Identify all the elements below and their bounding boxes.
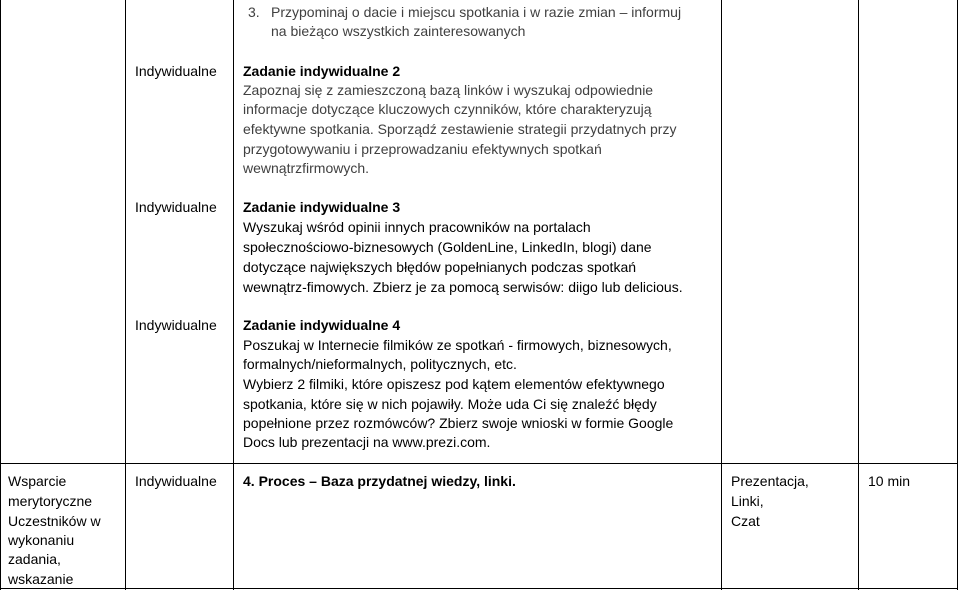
stage-line: wykonaniu xyxy=(8,532,75,548)
grid-line-left xyxy=(0,0,1,590)
grid-line-col2 xyxy=(233,0,234,590)
row-divider xyxy=(0,463,958,464)
task4-mode: Indywidualne xyxy=(135,317,217,333)
task3-mode: Indywidualne xyxy=(135,199,217,215)
task2-line: efektywne spotkania. Sporządź zestawienie strategii przydatnych przy xyxy=(243,121,677,137)
task4-line: popełnione przez rozmówców? Zbierz swoje wnioski w formie Google xyxy=(243,415,674,431)
task4-title: Zadanie indywidualne 4 xyxy=(243,317,401,333)
task4-line: Poszukaj w Internecie filmików ze spotkań - firmowych, biznesowych, xyxy=(243,337,672,353)
stage-line: zadania, xyxy=(8,551,61,567)
task3-line: społecznościowo-biznesowych (GoldenLine, LinkedIn, blogi) dane xyxy=(243,239,652,255)
grid-line-col1 xyxy=(125,0,126,590)
top-item-line1: Przypominaj o dacie i miejscu spotkania i w razie zmian – informuj xyxy=(271,4,682,20)
task3-line: wewnątrz-fimowych. Zbierz je za pomocą serwisów: diigo lub delicious. xyxy=(243,279,683,295)
task4-line: Wybierz 2 filmiki, które opiszesz pod kątem elementów efektywnego xyxy=(243,376,665,392)
task3-line: Wyszukaj wśród opinii innych pracowników na portalach xyxy=(243,219,591,235)
tools-line: Czat xyxy=(731,513,760,529)
tools-line: Prezentacja, xyxy=(731,473,809,489)
stage-line: Wsparcie xyxy=(8,473,67,489)
grid-line-col3 xyxy=(721,0,722,590)
process-dash: – xyxy=(309,473,317,489)
time-value: 10 min xyxy=(868,473,911,489)
bottom-mode: Indywidualne xyxy=(135,473,217,489)
process-rest: Baza przydatnej wiedzy, linki. xyxy=(320,473,516,489)
top-item-number: 3. xyxy=(248,4,260,20)
process-number: 4. xyxy=(243,473,255,489)
grid-line-col4 xyxy=(858,0,859,590)
task4-line: formalnych/nieformalnych, politycznych, etc. xyxy=(243,356,517,372)
task2-line: Zapoznaj się z zamieszczoną bazą linków i wyszukaj odpowiednie xyxy=(243,82,654,98)
stage-line: Uczestników w xyxy=(8,513,101,529)
task2-line: przygotowywaniu i przeprowadzaniu efektywnych spotkań xyxy=(243,141,602,157)
process-label: Proces xyxy=(258,473,306,489)
process-heading xyxy=(243,471,516,491)
task4-line: spotkania, które się w nich pojawiły. Może uda Ci się znaleźć błędy xyxy=(243,396,657,412)
task2-line: wewnątrzfirmowych. xyxy=(243,160,370,176)
tools-line: Linki, xyxy=(731,493,764,509)
task3-line: dotyczące największych błędów popełnianych podczas spotkań xyxy=(243,259,637,275)
task4-line: Docs lub prezentacji na www.prezi.com. xyxy=(243,434,491,450)
top-item-line2: na bieżąco wszystkich zainteresowanych xyxy=(271,23,526,39)
task3-title: Zadanie indywidualne 3 xyxy=(243,199,401,215)
task2-line: informacje dotyczące kluczowych czynników, które charakteryzują xyxy=(243,101,652,117)
table-bottom-border xyxy=(0,588,958,589)
stage-line: wskazanie xyxy=(8,571,74,587)
task2-mode: Indywidualne xyxy=(135,63,217,79)
stage-line: merytoryczne xyxy=(8,493,93,509)
grid-line-right xyxy=(957,0,958,590)
task2-title: Zadanie indywidualne 2 xyxy=(243,63,401,79)
